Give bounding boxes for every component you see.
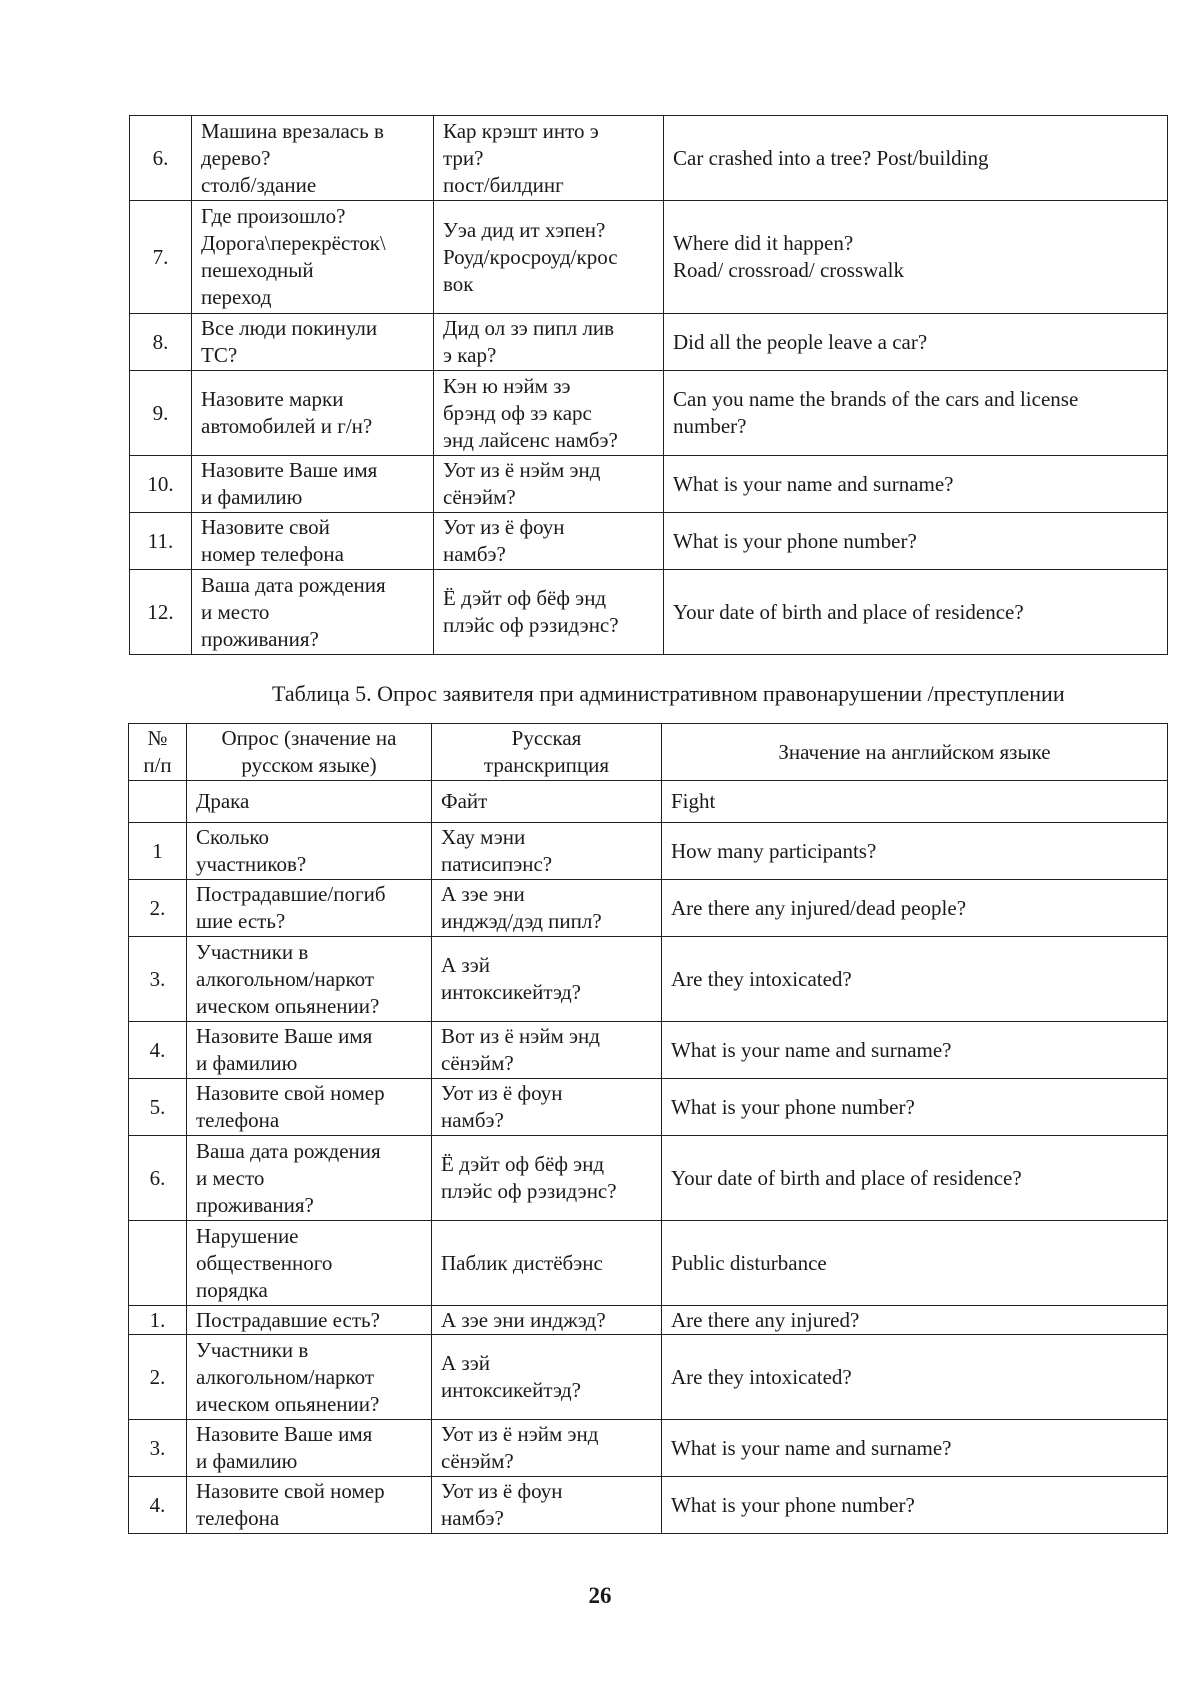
table-row [129, 823, 1168, 880]
table-row [130, 201, 1168, 314]
table-row [130, 116, 1168, 201]
table-row [129, 880, 1168, 937]
cell-number [129, 781, 187, 823]
cell-transcription: А зэй интоксикейтэд? [432, 1335, 662, 1420]
cell-transcription: Уот из ё нэйм энд сёнэйм? [432, 1420, 662, 1477]
cell-transcription: Уот из ё фоун намбэ? [432, 1477, 662, 1534]
header-row [129, 724, 1168, 781]
cell-russian-question: Драка [187, 781, 432, 823]
cell-english: Where did it happen? Road/ crossroad/ crosswalk [664, 201, 1168, 314]
cell-number: 11. [130, 513, 192, 570]
cell-english: Are they intoxicated? [662, 937, 1168, 1022]
header-transcription: Русская транскрипция [432, 724, 662, 781]
cell-russian-question: Назовите свой номер телефона [187, 1477, 432, 1534]
cell-transcription: А зэе эни инджэд? [432, 1306, 662, 1335]
cell-english: What is your phone number? [664, 513, 1168, 570]
cell-russian-question: Ваша дата рождения и место проживания? [187, 1136, 432, 1221]
cell-russian-question: Пострадавшие есть? [187, 1306, 432, 1335]
table-row [130, 513, 1168, 570]
cell-number: 6. [130, 116, 192, 201]
cell-english: What is your name and surname? [662, 1420, 1168, 1477]
cell-russian-question: Назовите Ваше имя и фамилию [187, 1022, 432, 1079]
cell-number: 1 [129, 823, 187, 880]
table-row [130, 570, 1168, 655]
phrase-table-5 [128, 723, 1168, 1534]
phrase-table-4-body [130, 116, 1168, 655]
cell-russian-question: Назовите Ваше имя и фамилию [192, 456, 434, 513]
cell-number: 1. [129, 1306, 187, 1335]
cell-transcription: А зэе эни инджэд/дэд пипл? [432, 880, 662, 937]
table-row [129, 1477, 1168, 1534]
table-row [129, 937, 1168, 1022]
cell-russian-question: Сколько участников? [187, 823, 432, 880]
cell-number: 12. [130, 570, 192, 655]
cell-english: Public disturbance [662, 1221, 1168, 1306]
cell-english: Are there any injured? [662, 1306, 1168, 1335]
table-row [130, 371, 1168, 456]
cell-russian-question: Назовите свой номер телефона [192, 513, 434, 570]
cell-english: What is your phone number? [662, 1477, 1168, 1534]
phrase-table-5-header [129, 724, 1168, 781]
cell-english: What is your name and surname? [662, 1022, 1168, 1079]
phrase-table-5-body [129, 781, 1168, 1534]
cell-number: 8. [130, 314, 192, 371]
cell-number: 3. [129, 937, 187, 1022]
section-row [129, 781, 1168, 823]
table-row [129, 1022, 1168, 1079]
page-number: 26 [588, 1583, 612, 1608]
cell-english: How many participants? [662, 823, 1168, 880]
cell-english: Can you name the brands of the cars and license number? [664, 371, 1168, 456]
cell-number: 5. [129, 1079, 187, 1136]
cell-english: Are there any injured/dead people? [662, 880, 1168, 937]
cell-russian-question: Участники в алкогольном/наркот ическом опьянении? [187, 937, 432, 1022]
cell-english: Fight [662, 781, 1168, 823]
cell-transcription: Уот из ё нэйм энд сёнэйм? [434, 456, 664, 513]
cell-number: 4. [129, 1022, 187, 1079]
table-row [129, 1335, 1168, 1420]
cell-russian-question: Пострадавшие/погиб шие есть? [187, 880, 432, 937]
table-row [130, 456, 1168, 513]
cell-russian-question: Назовите марки автомобилей и г/н? [192, 371, 434, 456]
cell-number [129, 1221, 187, 1306]
cell-number: 4. [129, 1477, 187, 1534]
cell-english: Are they intoxicated? [662, 1335, 1168, 1420]
header-russian-question: Опрос (значение на русском языке) [187, 724, 432, 781]
phrase-table-4 [129, 115, 1168, 655]
cell-transcription: Кэн ю нэйм зэ брэнд оф зэ карс энд лайсенс намбэ? [434, 371, 664, 456]
table-row [130, 314, 1168, 371]
cell-russian-question: Назовите Ваше имя и фамилию [187, 1420, 432, 1477]
cell-transcription: Ё дэйт оф бёф энд плэйс оф рэзидэнс? [434, 570, 664, 655]
cell-english: Your date of birth and place of residence? [664, 570, 1168, 655]
cell-transcription: Файт [432, 781, 662, 823]
cell-transcription: Уэа дид ит хэпен? Роуд/кросроуд/крос вок [434, 201, 664, 314]
cell-english: What is your name and surname? [664, 456, 1168, 513]
table-row [129, 1306, 1168, 1335]
cell-russian-question: Ваша дата рождения и место проживания? [192, 570, 434, 655]
cell-russian-question: Все люди покинули ТС? [192, 314, 434, 371]
cell-transcription: Кар крэшт инто э три? пост/билдинг [434, 116, 664, 201]
cell-russian-question: Назовите свой номер телефона [187, 1079, 432, 1136]
table-row [129, 1079, 1168, 1136]
cell-transcription: Уот из ё фоун намбэ? [432, 1079, 662, 1136]
cell-transcription: Хау мэни патисипэнс? [432, 823, 662, 880]
cell-english: Your date of birth and place of residence? [662, 1136, 1168, 1221]
cell-english: Car crashed into a tree? Post/building [664, 116, 1168, 201]
cell-russian-question: Где произошло? Дорога\перекрёсток\ пешеходный переход [192, 201, 434, 314]
cell-russian-question: Машина врезалась в дерево? столб/здание [192, 116, 434, 201]
cell-number: 2. [129, 880, 187, 937]
cell-transcription: Паблик дистёбэнс [432, 1221, 662, 1306]
cell-number: 9. [130, 371, 192, 456]
cell-transcription: А зэй интоксикейтэд? [432, 937, 662, 1022]
cell-english: What is your phone number? [662, 1079, 1168, 1136]
header-english: Значение на английском языке [662, 724, 1168, 781]
cell-number: 6. [129, 1136, 187, 1221]
cell-number: 7. [130, 201, 192, 314]
cell-number: 2. [129, 1335, 187, 1420]
cell-transcription: Вот из ё нэйм энд сёнэйм? [432, 1022, 662, 1079]
cell-transcription: Уот из ё фоун намбэ? [434, 513, 664, 570]
cell-russian-question: Нарушение общественного порядка [187, 1221, 432, 1306]
section-row [129, 1221, 1168, 1306]
table-row [129, 1420, 1168, 1477]
cell-transcription: Дид ол зэ пипл лив э кар? [434, 314, 664, 371]
table-5-caption: Таблица 5. Опрос заявителя при административном правонарушении /преступлении [272, 681, 1065, 706]
table-row [129, 1136, 1168, 1221]
cell-number: 3. [129, 1420, 187, 1477]
cell-russian-question: Участники в алкогольном/наркот ическом опьянении? [187, 1335, 432, 1420]
cell-english: Did all the people leave a car? [664, 314, 1168, 371]
cell-transcription: Ё дэйт оф бёф энд плэйс оф рэзидэнс? [432, 1136, 662, 1221]
header-number: № п/п [129, 724, 187, 781]
cell-number: 10. [130, 456, 192, 513]
